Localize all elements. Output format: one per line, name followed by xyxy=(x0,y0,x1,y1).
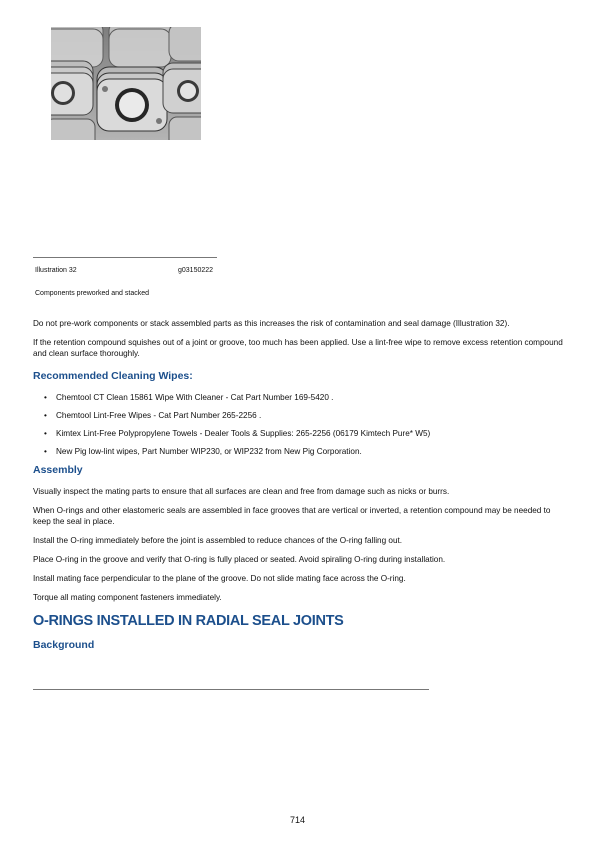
illustration-caption: Components preworked and stacked xyxy=(35,290,150,297)
stacked-components-photo xyxy=(51,27,201,140)
intro-paragraph-1: Do not pre-work components or stack assembled parts as this increases the risk of contamination and seal damage (Illustration 32). xyxy=(33,319,510,328)
assembly-paragraph-2: When O-rings and other elastomeric seals are assembled in face grooves that are vertical or inverted, a retention compound may be needed to keep the seal in place. xyxy=(33,506,551,526)
illustration-code: g03150222 xyxy=(178,267,214,274)
assembly-paragraph-1: Visually inspect the mating parts to ensure that all surfaces are clean and free from damage such as nicks or burrs. xyxy=(33,487,450,496)
page-number: 714 xyxy=(289,815,306,825)
bullet-icon: • xyxy=(44,393,47,402)
bullet-icon: • xyxy=(44,429,47,438)
intro-paragraph-2: If the retention compound squishes out of a joint or groove, too much has been applied. Use a lint-free wipe to remove excess retention compound and clean surface thoroughly. xyxy=(33,338,563,358)
list-item-text: New Pig low-lint wipes, Part Number WIP230, or WIP232 from New Pig Corporation. xyxy=(56,447,362,456)
list-item-text: Kimtex Lint-Free Polypropylene Towels - Dealer Tools & Supplies: 265-2256 (06179 Kimtech Pure* W5) xyxy=(56,429,431,438)
bottom-divider xyxy=(33,689,429,690)
main-content xyxy=(33,318,563,661)
list-item xyxy=(33,410,563,421)
bullet-icon: • xyxy=(44,411,47,420)
illustration-label: Illustration 32 xyxy=(35,267,77,274)
assembly-heading: Assembly xyxy=(33,464,83,476)
cleaning-wipes-list xyxy=(33,392,563,457)
assembly-paragraph-3: Install the O-ring immediately before the joint is assembled to reduce chances of the O-ring falling out. xyxy=(33,536,403,545)
list-item-text: Chemtool CT Clean 15861 Wipe With Cleaner - Cat Part Number 169-5420 . xyxy=(56,393,334,402)
bullet-icon: • xyxy=(44,447,47,456)
list-item-text: Chemtool Lint-Free Wipes - Cat Part Number 265-2256 . xyxy=(56,411,262,420)
stacked-components-image xyxy=(51,27,201,140)
background-heading: Background xyxy=(33,639,95,651)
assembly-paragraph-6: Torque all mating component fasteners immediately. xyxy=(33,593,222,602)
list-item xyxy=(33,446,563,457)
assembly-paragraph-5: Install mating face perpendicular to the plane of the groove. Do not slide mating face across the O-ring. xyxy=(33,574,406,583)
section-title: O-RINGS INSTALLED IN RADIAL SEAL JOINTS xyxy=(33,613,344,629)
list-item xyxy=(33,428,563,439)
list-item xyxy=(33,392,563,403)
assembly-paragraph-4: Place O-ring in the groove and verify that O-ring is fully placed or seated. Avoid spiraling O-ring during installation. xyxy=(33,555,446,564)
cleaning-wipes-heading: Recommended Cleaning Wipes: xyxy=(33,370,193,382)
caption-top-divider xyxy=(33,257,217,258)
